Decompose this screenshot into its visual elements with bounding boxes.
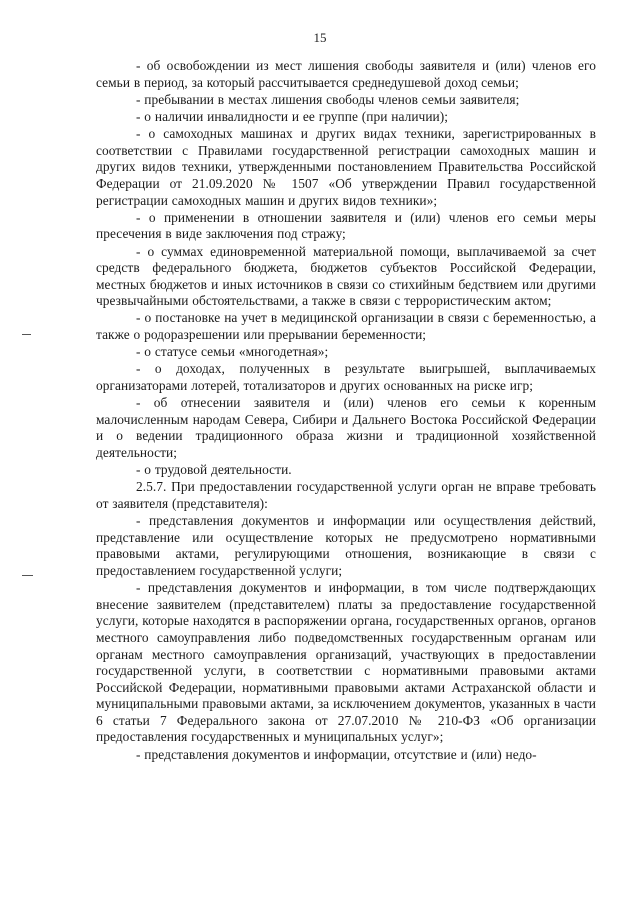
paragraph: - представления документов и информации, отсутствие и (или) недо- <box>136 746 537 762</box>
section-paragraph: 2.5.7. При предоставлении государственной услуги орган не вправе требовать от заявителя (представителя): <box>96 479 596 511</box>
paragraph: - о наличии инвалидности и ее группе (при наличии); <box>136 108 449 124</box>
margin-mark <box>22 334 31 335</box>
paragraph: - о доходах, полученных в результате выигрышей, выплачиваемых организаторами лотерей, тотализаторов и других основанных на риске игр; <box>96 361 596 394</box>
paragraph: - об освобождении из мест лишения свободы заявителя и (или) членов его семьи в период, за который рассчитывается среднедушевой доход семьи; <box>96 58 596 90</box>
paragraph: - об отнесении заявителя и (или) членов его семьи к коренным малочисленным народам Севера, Сибири и Дальнего Востока Российской Федерации и о ведении традиционного образа жизни и традиционной хозяйственной деятельности; <box>96 395 596 460</box>
margin-mark <box>22 575 33 576</box>
paragraph: - о статусе семьи «многодетная»; <box>136 344 329 360</box>
paragraph: - представления документов и информации или осуществления действий, представление или осуществление которых не предусмотрено нормативными правовыми актами, регулирующими отношения, возникающие в связи с предоставлением государственной услуги; <box>96 513 596 578</box>
paragraph: - о применении в отношении заявителя и (или) членов его семьи меры пресечения в виде заключения под стражу; <box>96 209 596 242</box>
paragraph: - о самоходных машинах и других видах техники, зарегистрированных в соответствии с Правилами государственной регистрации самоходных машин и других видов техники, утвержденными постановлением Правительства Российской Федерации от 21.09.2020 № 1507 «Об утверждении Правил государственной регистрации самоходных машин и других видов техники»; <box>96 126 596 208</box>
paragraph: - пребывании в местах лишения свободы членов семьи заявителя; <box>136 91 520 107</box>
paragraph: - о суммах единовременной материальной помощи, выплачиваемой за счет средств федерального бюджета, бюджетов субъектов Российской Федерации, местных бюджетов и иных источников в связи со стихийным бедствием или другими чрезвычайными обстоятельствами, а также в связи с террористическим актом; <box>96 243 596 309</box>
page-number: 15 <box>313 30 327 45</box>
paragraph: - представления документов и информации, в том числе подтверждающих внесение заявителем (представителем) платы за предоставление государственной услуги, которые находятся в распоряжении органа, государственных органов, органов местного самоуправления либо подведомственных государственным органам или органам местного самоуправления организаций, участвующих в предоставлении государственной услуги, в соответствии с нормативными правовыми актами Российской Федерации, нормативными правовыми актами Астраханской области и муниципальными правовыми актами, за исключением документов, указанных в части 6 статьи 7 Федерального закона от 27.07.2010 № 210-ФЗ «Об организации предоставления государственных и муниципальных услуг»; <box>96 580 596 745</box>
document-body <box>96 58 596 764</box>
paragraph: - о трудовой деятельности. <box>136 462 292 478</box>
paragraph: - о постановке на учет в медицинской организации в связи с беременностью, а также о родоразрешении или прерывании беременности; <box>96 310 596 343</box>
